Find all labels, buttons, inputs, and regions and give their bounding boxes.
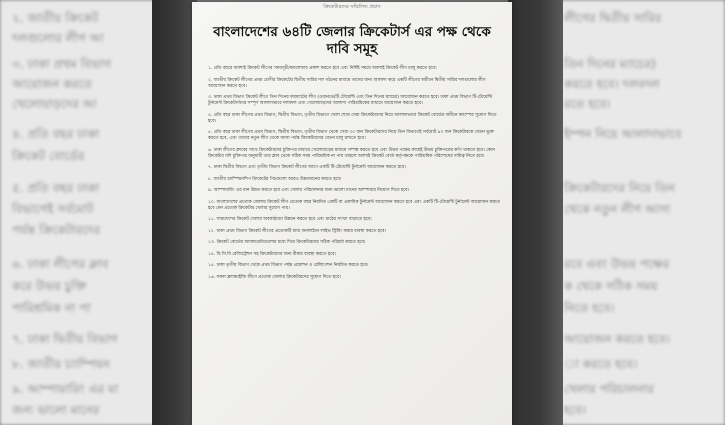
demand-item: ১৪. বি.সি.বি রেজিস্ট্রেশন সহ ক্রিকেটারদের জন্য বীমার ব্যবস্থা করতে হবে।	[208, 251, 336, 257]
bg-right-line: আয়োজন করতে হবে।	[564, 332, 670, 346]
bg-right-line: রতে হবে।	[564, 97, 611, 111]
demand-item: ১৬. সকল ফ্র্যাঞ্চাইজি লীগে প্রত্যেক জেলার ক্রিকেটারদের সুযোগ দিতে হবে।	[208, 274, 341, 280]
title-line-1: বাংলাদেশের ৬৪টি জেলার ক্রিকেটার্স এর পক্ষ থেকে	[213, 24, 491, 40]
demand-item: ১. প্রতি বছরে অবশ্যই ক্রিকেট লীগের সময়সূচী/ক্যালেন্ডার প্রকাশ করতে হবে এবং নির্দিষ্ট সময়ে অবশ্যই ক্রিকেট লীগ চালু করতে হবে।	[208, 66, 437, 71]
bg-left-line: ৩. ঢাকা প্রথম বিভাগ	[12, 57, 111, 71]
bg-left-line: ৯. আম্পায়ারিং এর মা	[12, 382, 119, 396]
bg-left-line: ৫. প্রতি বছর ঢাকা	[12, 181, 100, 195]
bg-left-line: ২. জাতীয় ক্রিকেট	[12, 11, 99, 25]
bg-left-line: দলগুলোর লীগ আ	[12, 31, 104, 45]
demand-item: ৩. ঢাকা প্রথম বিভাগ ক্রিকেট লীগে তিন দিনের ফরম্যাটের লীগ (ওয়ানডে/টি টোয়েন্টি এবং তিন দিনের ম্যাচের) আয়োজন করতে হবে। ঢাকা প্রথম বিভাগ টি-টোয়েন্টি টুর্নামেন্ট ক্রিকেটার্সদের সম্পূর্ণ আলাদাভাবে দলবদল এবং খেলোয়াড়দের আলাদা পারিশ্রমিকের মাধ্যমে আয়োজন করতে হবে।	[208, 95, 493, 106]
demands-paper	[192, 2, 512, 425]
bg-left-line: ৪. প্রতি বছর ঢাকা	[12, 127, 100, 141]
bg-left-line: ৭. ঢাকা দ্বিতীয় বিভাগ	[12, 332, 118, 346]
bg-left-line: পারিশ্রমিক না পা	[12, 301, 91, 315]
demand-item: ৯. আম্পায়ারিং এর মান উন্নত করতে হবে এবং খেলার পরিচালনার জন্য ভালো মানের আম্পায়ার নিয়োগ দিতে হবে।	[208, 188, 410, 193]
demand-item: ৫. প্রতি বছর ঢাকা লীগের প্রথম বিভাগ, দ্বিতীয় বিভাগ, তৃতীয় বিভাগ থেকে সেরা ৩০ জন ক্রিকেটারদের নিয়ে তিন বিভাগেই সর্বমোট ৯০ জন ক্রিকেটারকে বেতন ভুক্ত করতে হবে, এবং তাদের নতুন লীগ থেকে আসা পর্যন্ত ক্রিকেটারদের বেতন চালু রাখতে হবে।	[208, 130, 494, 141]
bg-right-line: রবে এবং উভয় পক্ষের	[564, 257, 670, 271]
bg-right-line: ক থেকে সঠিক সময়	[564, 279, 658, 293]
bg-left-line: করে উভয় চুক্তি	[12, 279, 87, 293]
paper-header: ক্রিকেটারদের সম্মিলিত প্রয়াস	[323, 4, 381, 10]
demand-item: ১৫. ঢাকা তৃতীয় বিভাগ থেকে প্রথম বিভাগ পর্যন্ত প্রমোশন ও রেলিগেশন নিয়মিত করতে হবে।	[208, 263, 369, 268]
bg-left-line: খেলোয়াড়দের আ	[12, 97, 97, 111]
bg-right-line: হবে।	[564, 403, 587, 417]
bg-right-line: তিন দিনের ম্যাচের)	[564, 57, 656, 71]
demand-item: ১২. ঢাকা প্রথম বিভাগ ক্রিকেট লীগের প্রত্যেকটি ম্যাচ অনলাইনে লাইভ স্ট্রিমিং করার ব্যবস্থা করতে হবে।	[208, 228, 386, 234]
background-blur-left	[0, 0, 160, 425]
demand-item: ১৩. ক্রিকেট বোর্ডের অ্যাকাডেমিগুলোর মধ্যে দিয়ে ক্রিকেটারদের সঠিক পরিচর্যা করতে হবে।	[208, 240, 366, 245]
bg-right-line: ক্রিকেটারদের নিয়ে তিন	[564, 181, 675, 195]
bg-left-line: ৬. ঢাকা লীগের ক্লাব	[12, 257, 109, 271]
demand-item: ১০. বাংলাদেশের প্রত্যেক জেলায় ক্রিকেট লীগ প্রত্যেক বছর নিয়মিত একটি বা একাধিক টুর্নামেন্ট আয়োজন করতে হবে এবং একটি টি-টোয়েন্টি টুর্নামেন্ট আয়োজন করতে হবে যেন প্রত্যেক ক্রিকেটার খেলার সুযোগ পায়।	[208, 199, 500, 211]
demands-list	[208, 66, 500, 286]
bg-right-line: থেকে নতুন লীগ আসা	[564, 202, 671, 216]
bg-left-line: জন্য ভালো মানের	[12, 403, 100, 417]
bg-left-line: আয়োজন করতে	[12, 77, 92, 91]
bg-left-line: বিভাগেই সর্বমোট	[12, 202, 94, 216]
demand-item: ৭. ঢাকা দ্বিতীয় বিভাগ এবং তৃতীয় বিভাগ ক্রিকেট লীগের আগে একটি টি-টোয়েন্টি টুর্নামেন্ট আয়োজন করতে হবে।	[208, 165, 406, 170]
demand-item: ৬. ঢাকা লীগের ক্লাবের সাথে ক্রিকেটারদের চুক্তিপত্র মাধ্যমে খেলোয়াড়ের মাধ্যমে সম্পন্ন করতে হবে এবং উভয় পক্ষের কাছেই উভয় চুক্তিপত্রের কপি থাকতে হবে। কোন ক্রিকেটার যদি চুক্তিপত্র অনুযায়ী তার ক্লাব থেকে সঠিক সময় পারিশ্রমিক না পায় তাহলে অবশ্যই ক্রিকেট বোর্ড কর্তৃপক্ষকে পারিশ্রমিক পরিশোধের দায়িত্ব নিতে হবে।	[208, 147, 495, 159]
bg-right-line: া করতে হবে।	[564, 357, 638, 371]
demand-item: ২. জাতীয় ক্রিকেট লীগের প্রথম শ্রেণীর ক্রিকেটের দ্বিতীয় সারির দল গঠনের মাধ্যমে তাদের জন্য আলাদা করে একটি লীগের অধীনে দ্বিতীয় সারির দলগুলোর লীগ আয়োজন করতে হবে।	[208, 77, 486, 89]
title-line-2: দাবি সমূহ	[326, 41, 378, 57]
bg-left-line: ৮. জাতীয় চ্যাম্পিয়ন	[12, 357, 110, 371]
bg-right-line: খেলার পরিচালনার	[564, 382, 654, 396]
bg-left-line: পর্যন্ত ক্রিকেটারদের	[12, 223, 101, 237]
demand-item: ১১. সারাদেশের ক্রিকেট খেলার অবকাঠামো উন্নয়ন করতে হবে এবং মাঠের সংখ্যা বাড়াতে হবে।	[208, 217, 372, 222]
demand-item: ৪. প্রতি বছর ঢাকা লীগের প্রথম বিভাগ, দ্বিতীয় বিভাগ, তৃতীয় বিভাগে খেলা শেষে সেরা ক্রিকেটারদের নিয়ে আলাদাভাবে ক্রিকেট বোর্ডের অধীনে ক্যাম্পের সুযোগ দিতে হবে।	[208, 112, 497, 124]
paper-title	[192, 24, 512, 58]
bg-right-line: করতে হবে। দলবদল	[564, 77, 660, 91]
bg-right-line: লীগের দ্বিতীয় সারির	[564, 11, 662, 25]
demand-item: ৮. জাতীয় চ্যাম্পিয়নশিপ ক্রিকেটের পিচগুলো আরও উন্নতমানের করতে হবে।	[208, 176, 342, 182]
background-blur-right	[560, 0, 725, 425]
bg-left-line: ক্রিকেট বোর্ডের	[12, 149, 85, 163]
dark-backdrop-right	[508, 0, 563, 425]
bg-right-line: ইম্পন নিয়ে আলাদাভাবে	[564, 127, 682, 141]
dark-backdrop-left	[152, 0, 197, 425]
bg-right-line: নিতে হবে।	[564, 301, 615, 315]
